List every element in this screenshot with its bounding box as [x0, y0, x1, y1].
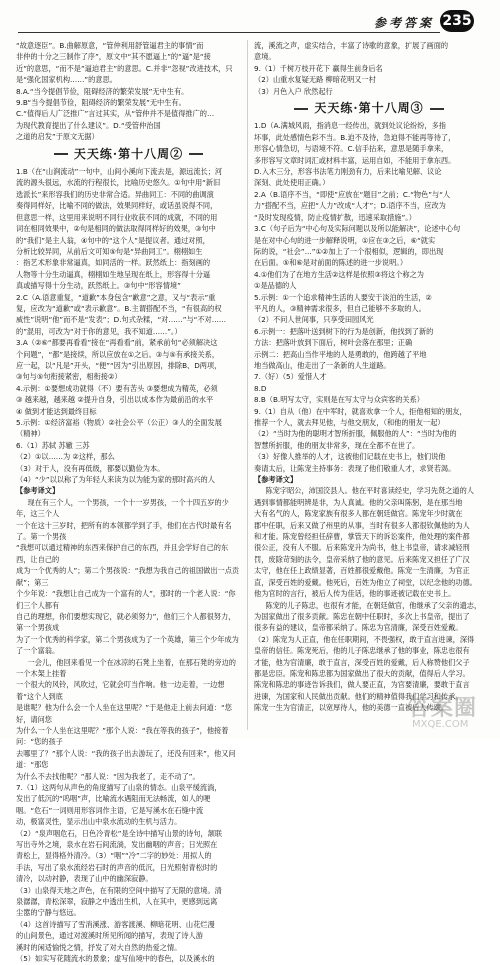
text-line: 罚，废除苛刻的法令，皇帝采纳了他的意见。后来陈宠又担任了广汉: [254, 554, 470, 564]
page-header: [0, 0, 500, 38]
text-line: 坏事，此处感情色彩不当。B.迫不及待，急迫得不能再等待了，: [254, 132, 456, 142]
text-line: 7.（好）（5）爱惜人才: [254, 372, 327, 382]
text-line: 非仲的十分之三制作了序”，原文中“其不愿逼上”的“逼”是“接: [16, 52, 211, 62]
text-line: “我想可以通过精神的东西来保护自己的东西，并且会学好自己的东西，让自己的: [16, 543, 229, 564]
text-line: ④ 做到才能达到最终目标: [16, 406, 97, 416]
text-line: 分析比较异同，从前后文可知⑤句是“异曲同工”。栩栩如生: [16, 246, 203, 256]
text-line: 推荐一个人，就去拜见他，与他交朋友，（和他的朋友一起）: [254, 418, 445, 427]
text-line: 9.B“当今提倡节俭，阻碍经济的繁荣发展”无中生有。: [16, 98, 186, 108]
text-line: 动，极富灵性，显示出山中泉水流动的生机与活力。: [16, 817, 182, 827]
text-line: ③句与⑤句衔接紧密，相衔接②）: [16, 372, 122, 382]
text-line: 力”搭配不当，应把“人力”改成“人才”；D.语序不当，应改为: [254, 201, 446, 211]
left-column: [16, 40, 241, 965]
text-line: （2）陈宠为人正直，他在任职期间，不畏强权，敢于直言进谏，深得: [254, 634, 475, 644]
text-line: 为什么不去找他呢？”那人说：“因为我老了，走不动了”。: [16, 771, 200, 781]
text-line: 发出了低沉的“呜咽”声，比喻流水遇阻而无法畅流，如人的哽: [16, 794, 211, 804]
text-line: 手法，写出了泉水流经岩石时的声音的低沉，日光照射青松时的: [16, 862, 218, 872]
text-line: （2）①以……为 ②这样，那么: [16, 452, 115, 462]
text-line: 但意思一样，这里用来说明不同行业收获不同的成就，不同的用: [16, 212, 218, 222]
text-line: 际的说，“社会”…”①②加上了一个很相似，逻辑的，即出现: [254, 246, 444, 256]
title-decoration: [54, 153, 68, 155]
right-column: [254, 40, 484, 714]
text-line: 1.D（A.满城风雨，指消息一经传出，就到处议论纷纷，多指: [254, 121, 446, 131]
text-line: 人物等十分生动逼真，栩栩如生地呈现在纸上，形容得十分逼: [16, 269, 211, 279]
left-top-block: [16, 40, 241, 143]
text-line: 陈宠一生为官清正，以宽厚待人，他的美德一直被后人传颂。: [254, 703, 449, 713]
section1-answers: [16, 166, 241, 497]
text-line: 进谏，为国家和人民做出贡献。他们的精神值得我们学习和传承。: [254, 691, 463, 701]
text-line: 的山间景色，通过对渡溪时所见所闻的描写，表现了诗人游: [16, 931, 203, 941]
text-line: 方法：把落叶放到下面后，树叶会落在那里；正确: [254, 338, 413, 348]
text-line: 写出寺外之境，泉水在岩石间流淌，发出幽咽的声音；日光照在: [16, 840, 218, 850]
text-line: 太守，他在任上政绩显著，百姓都很爱戴他。陈宠一生清廉，为官正: [254, 566, 470, 576]
text-line: “故意逐臣”。B.曲解原意，“管仲利用舒管逼君主的事情”而: [16, 41, 204, 50]
title-decoration: [430, 108, 444, 110]
text-line: 遇到事情都能明辨是非，为人真诚。他的父亲叫陈躬，是在那当地: [254, 497, 463, 507]
left-bottom-block: [16, 782, 241, 965]
text-line: 的“我们”是主人翁，④句中的“这个人”是提议者。通过对照，: [16, 235, 210, 245]
text-line: 皇帝的信任。陈宠死后，他的儿子陈忠继承了他的事业，陈忠也很有: [254, 646, 470, 656]
text-line: 都是忠臣。陈宠和陈忠都为国家做出了很大的贡献，值得后人学习。: [254, 668, 470, 678]
text-line: 成为一个优秀的人”；第二个男孩说：“我想为我自己的祖国做出一点贡献”；第三: [16, 566, 240, 587]
text-line: 地当做高山，他走出了一条新的人生道路。: [254, 360, 391, 370]
text-line: 一个在这十三岁时，把所有的本领都学到了手，他们在古代时最有名了。第一个男孩: [16, 520, 232, 542]
text-line: 陈宠的儿子陈忠，也很有才能，在朝廷做官，他继承了父亲的遗志，: [265, 600, 482, 610]
text-line: 6.（1）苏轼 苏辙 三苏: [16, 440, 90, 450]
text-line: 个问题”，“都”是接续，所以应放在①之后。③与⑤有承接关系，: [16, 349, 220, 359]
text-line: 为现代教育提出了什么建议”。D.“受管仲治国: [16, 120, 161, 130]
text-line: ③ 越来越，越来越 ②提升自身，引出以成本作为最前沿的水平: [16, 395, 214, 405]
text-line: （2）“当时为他的聪明才智所折服，佩服他的人”：“当时为他的: [254, 429, 457, 439]
text-line: 是谁呢？他为什么会一个人坐在这里呢？”于是他走上前去问道：“您好，请问您: [16, 703, 232, 724]
text-line: 去哪里了？”那个人说：“我的孩子出去游玩了，还没有回来”，他又问道：“那您: [16, 748, 236, 770]
text-line: 陈宠和陈忠的事迹告诉我们，做人要正直，为官要清廉，要敢于直言: [254, 680, 470, 690]
text-line: 大有名气的人，陈宠家族有很多人都在朝廷做官。陈宠年少时就在: [254, 509, 463, 519]
text-line: C.“值得后人广泛推广”言过其实，从“管仲并不是值得推广的…: [16, 109, 215, 119]
section2-answers: [254, 120, 484, 474]
text-line: 的”混用，可改为“对于你的意见，我不知道……”。）: [16, 326, 182, 336]
text-line: 个少年说：“我想让自己成为一个富有的人”，那时的一个老人说：“你们三个人都有: [16, 589, 236, 610]
text-line: （3）对于人，没有再低级，都要以勤俭为本。: [16, 463, 165, 473]
text-line: 青松上，显得格外清冷。（3）“咽”“冷”二字的妙处：用拟人的: [16, 851, 212, 861]
text-line: 自己的理想，你们要想实现它，就必须努力”，他们三个人都很努力，第一个男孩成: [16, 611, 236, 633]
text-line: 平凡的人，③精神需求很多，但自己能够不多取的人。: [254, 303, 426, 313]
text-line: 为了一个优秀的科学家，第二个男孩成为了一个英雄，第三个少年成为了一个富翁。: [16, 634, 239, 656]
text-line: 很公正，没有人不服。后来陈宠升为尚书，他上书皇帝，请求减轻刑: [254, 543, 470, 553]
header-rule: [18, 32, 440, 33]
text-line: 流，溪流之声，虚实结合，丰富了诗歌的意象，扩展了画面的: [254, 41, 449, 50]
watermark-logo: 答案圈: [408, 696, 478, 721]
right-translation: [254, 485, 484, 713]
text-line: 5.示例：①经济富裕（物质）②社会公平（公正）③人的全面发展: [16, 418, 222, 427]
text-line: 为国家做出了很多贡献。陈忠在朝中任职时，多次上书皇帝，提出了: [254, 611, 470, 621]
text-line: 流的源头很远，水流的行程很长，比喻历史悠久。①句中用“新旧: [16, 178, 221, 188]
text-line: 是在对中心句的进一步解释说明，①应在③之后，⑥“就实: [254, 235, 436, 245]
text-line: （3）山泉得天地之声色，在有限的空间中描写了无限的意境。清: [16, 885, 222, 895]
text-line: 8.A.“当今提倡节俭，阻碍经济的繁荣发展”无中生有。: [16, 86, 189, 96]
text-line: 尘嚣的宁静与悠远。: [16, 908, 81, 918]
text-line: 深刻、此处使用正确。）: [254, 178, 330, 188]
text-line: 6.示例一：把落叶送到树下的行为是创新，他找到了新的: [254, 326, 434, 336]
section-title-text: 天天练·第十八周③: [314, 101, 424, 116]
column-divider: [247, 40, 248, 730]
page-number-badge: 235: [440, 10, 474, 32]
text-line: 近”的意思，“而不是”逼迫君主”的意思。C.并非“忽视”改进技术，只: [16, 63, 233, 73]
text-line: 3.C（句子后为“中心句及实际问题以及所以能解决”，论述中心句: [254, 224, 461, 234]
text-line: 很多有益的建议，皇帝都采纳了。陈忠为官清廉，深受百姓爱戴。: [254, 623, 463, 633]
text-line: 真或描写得十分生动，跃然纸上。③句中“形容情境”: [16, 281, 181, 291]
section-title-week18-3: [254, 103, 484, 114]
text-line: 1.B（在“山涧流动”一句中，山间小溪向下流去是，源远流长；河: [16, 167, 223, 177]
text-line: 他为官时的言行，被后人传为佳话，他的事迹被记载在史书上。: [254, 589, 456, 599]
text-line: 清冷，以动衬静，表现了山中的幽深寂静。: [16, 874, 153, 884]
text-line: 陈宠字昭公，沛国洨县人。他在平时喜读经史，学习先贤之道的人: [265, 486, 474, 496]
header-title: 参考答案: [373, 16, 434, 30]
text-line: 郡中任职，后来又做了州里的从事，当时有很多人都很钦佩他的为人: [254, 520, 470, 530]
text-line: 5.示例：①一个追求精神生活的人要安于淡泊的生活，②: [254, 292, 432, 302]
text-line: “及时发现疫情，防止疫情扩散，迅速采取措施”。）: [254, 212, 416, 222]
text-line: 为什么一个人坐在这里呢？”那个人说：“我在等我的孩子”，他接着问：“您的孩子: [16, 725, 229, 747]
text-line: （精神）: [16, 429, 45, 439]
text-line: 3.A（②⑥“都要再看看”接在“再看看”前，紧承前句“必须解决这: [16, 338, 218, 348]
text-line: （3）月色入户 欣然起行: [254, 86, 333, 96]
section-title-text: 天天练·第十八周②: [73, 146, 184, 161]
text-line: 选派长”来形容我们的历史非常合适。异曲同工：不同的曲调演: [16, 189, 214, 199]
text-line: 多形容写文章时词汇或材料丰富，运用自如，不能用于拿东西。: [254, 155, 456, 165]
watermark-url: MXQE.COM: [412, 719, 469, 730]
text-line: 4.示例：①要想成功就得（不）要有苦头 ③要想成为精英，必须: [16, 383, 218, 393]
text-line: 复，应改为“道歉”或“表示歉意”。B.主谓搭配不当，“有很高的权: [16, 303, 222, 313]
title-decoration: [294, 108, 308, 110]
title-decoration: [189, 153, 203, 155]
text-line: 泉潺潺，青松深翠，寂静之中透出生机，人在其中，更感到远离: [16, 897, 218, 907]
section-title-week18-2: [16, 146, 241, 161]
text-line: D.入木三分，形容书法笔力刚劲有力，后来比喻见解、议论: [254, 167, 442, 177]
text-line: （2）不问人世间事，只享受田园风光: [254, 315, 374, 325]
reference-translation-label: 【参考译文】: [254, 475, 298, 485]
text-line: 应一起，以“凡是”开头，“便”“因为”引出原因，排除B、D两项，: [16, 360, 222, 370]
text-line: 一会儿，他回来看见一个在冰凉的石凳上坐着，在那石凳的旁边的一个木架上挂着: [16, 657, 236, 678]
text-line: 8.D: [254, 383, 267, 393]
text-line: 咽。“危石”一词则用形容词作主语，它是写溪水在石缝中流: [16, 805, 204, 815]
text-line: 直，深受百姓的爱戴。他死后，百姓为他立了祠堂，以纪念他的功德。: [254, 577, 477, 587]
text-line: （4）这首诗描写了雪消溪涨、游客渡溪、柳暗花明、山花烂漫: [16, 919, 215, 929]
text-line: 智慧所折服，他的朋友非常多，现在全都不在世了。: [254, 440, 420, 450]
text-line: 词在相同效果中，②句是相同的做法取得同样好的效果，③句中: [16, 224, 216, 234]
text-line: 才能，他为官清廉，敢于直言，深受百姓的爱戴，后人称赞他们父子: [254, 657, 470, 667]
text-line: 奏得同样好，比喻不同的做法，效果同样好，或话虽说得不同，: [16, 201, 218, 211]
text-line: ：指艺术形象非常逼真，如同活的一样。跃然纸上：指刻画的: [16, 258, 211, 268]
text-line: 一个很大的风铃，风吹过，它就会叮当作响。他一边走着，一边想着“这个人到底: [16, 680, 225, 701]
text-line: （4）“少”以以称了为年轻人来读为以为能为家的那时高兴的人: [16, 475, 215, 485]
text-line: 溪时的闲适愉悦之情，抒发了对大自然的热爱之情。: [16, 942, 182, 952]
text-line: （5）如实写花随流水的景象；虚写仙境中的春色，以及溪水的: [16, 954, 215, 964]
text-line: 8.B（B.明写太守，实则是在写太守与众宾客的关系）: [254, 395, 424, 405]
text-line: 奏请太后，让陈宠主持事务：表现了他们敬重人才，求贤若渴。: [254, 463, 456, 473]
text-line: 和才能。陈宠曾经担任辞曹，掌管天下的诉讼案件，他处理的案件都: [254, 532, 470, 542]
text-line: 9.（1）自从（他）在中军时，就喜欢拿一个人，拒他相知的朋友，: [254, 406, 467, 416]
right-top-block: [254, 40, 484, 97]
text-line: （2）山重水复疑无路 柳暗花明又一村: [254, 75, 376, 85]
text-line: 意境。: [254, 52, 276, 62]
text-line: 2.A（B.语序不当，“即使”应放在“题目”之前；C.“物色”与“人: [254, 189, 451, 199]
text-line: 是“强化国家机构……”的意思。: [16, 75, 117, 85]
text-line: 9.（1）千树万枝开花下 赢得生前身后名: [254, 63, 383, 73]
text-line: 威性”说明“他”而不是“发表”；D.句式杂糅，“对……”与“不对……: [16, 315, 227, 325]
text-line: 4.①他们为了在地方生活②这样是依照③将这个称之为: [254, 269, 424, 279]
left-translation: [16, 497, 241, 782]
text-line: 之道的启发”于原文无据）: [16, 132, 99, 142]
text-line: 形容心情急切，与语境不符。C.信手拈来，意思是随手拿来，: [254, 144, 449, 154]
text-line: 7.（1）这两句从声色的角度描写了山泉的情态。山泉平缓流淌，: [16, 783, 222, 792]
site-watermark: [408, 691, 492, 733]
text-line: ①是品德的人: [254, 281, 297, 291]
text-line: 2.C（A.语意重复，“道歉”本身包含“歉意”之意，又与“表示”重: [16, 292, 216, 302]
text-line: 现在有三个人，一个男孩，一个十一岁男孩，一个十四五岁的少年，这三个人: [16, 497, 229, 519]
text-line: （3）好像人推举的人才，这被他们记载在史书上，他们说他: [254, 452, 446, 462]
text-line: 示例二：把高山当作平地的人是勇敢的，他跨越了平地: [254, 349, 427, 359]
text-line: 在后面。⑤和⑥是对前面的陈述的进一步说明。）: [254, 258, 408, 268]
reference-translation-label: 【参考译文】: [16, 486, 60, 496]
text-line: （2）“泉声咽危石，日色冷青松”是全诗中描写山景的诗句，颔联: [16, 828, 223, 838]
